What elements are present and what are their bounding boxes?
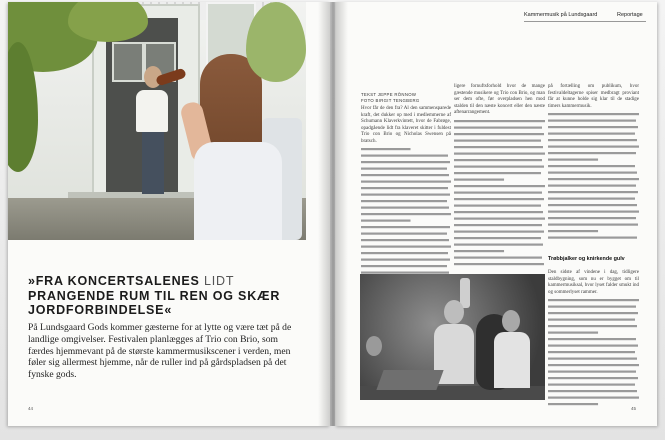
text-line	[454, 204, 541, 206]
garden-violinist-photo	[8, 2, 306, 240]
text-line	[548, 237, 637, 239]
text-lines-3	[548, 112, 639, 242]
text-line	[361, 239, 449, 241]
body-column-2	[454, 84, 545, 272]
text-line	[361, 233, 447, 235]
text-line	[361, 155, 448, 157]
text-line	[548, 230, 598, 232]
text-line	[548, 306, 636, 308]
text-line	[361, 213, 451, 215]
text-line	[548, 191, 638, 193]
text-line	[548, 120, 636, 122]
text-line	[454, 133, 544, 135]
text-line	[361, 259, 450, 261]
text-line	[548, 113, 639, 115]
text-line	[548, 332, 598, 334]
text-line	[548, 299, 639, 301]
text-line	[548, 139, 637, 141]
text-line	[454, 185, 545, 187]
text-line	[361, 200, 447, 202]
text-line	[454, 191, 542, 193]
text-line	[548, 351, 635, 353]
page-number-left: 44	[28, 406, 34, 411]
text-line	[361, 161, 450, 163]
rehearsal-photo	[360, 274, 545, 400]
text-line	[361, 187, 448, 189]
column-3-filler	[548, 112, 639, 246]
text-line	[454, 198, 544, 200]
text-line	[361, 194, 450, 196]
text-line	[548, 364, 639, 366]
body-column-3-continued	[548, 270, 639, 412]
text-line	[548, 211, 639, 213]
text-line	[548, 224, 638, 226]
text-line	[548, 133, 635, 135]
text-line	[548, 165, 635, 167]
text-line	[548, 126, 638, 128]
text-line	[548, 325, 637, 327]
spine-shadow	[318, 2, 348, 426]
text-line	[548, 217, 636, 219]
byline	[361, 92, 420, 104]
text-line	[454, 165, 544, 167]
text-line	[548, 178, 639, 180]
text-line	[361, 181, 451, 183]
text-line	[454, 152, 545, 154]
column-3-text: på fortælling om publikum, hvor festivaldeltagerne spiser medbragt proviant får at kunne holde sig klar til de stadige timers kammermusik.	[548, 84, 639, 109]
pull-quote	[28, 274, 296, 318]
text-line	[548, 384, 635, 386]
text-line	[454, 139, 541, 141]
running-head-section: Reportage	[617, 12, 643, 18]
text-line	[548, 390, 637, 392]
column-2-text: ligere fornuftsforhold hvor de mange gæstende musikere og Trio con Brio, og man ser dem ofte, før overpladsen hen mod stalden til den næste koncert eller den næste aftenarrangement.	[454, 84, 545, 115]
subheading: Trøbbjalker og knirkende gulv	[548, 256, 625, 262]
body-column-3	[548, 84, 639, 246]
text-line	[548, 198, 635, 200]
column-1-text: Hvor får de den fra? Al den sammensparede kraft, det dukker op med i medlemmerne af Schumann Klaverkvintett, hvor de Fabrøge, opadgående lidt fra klaveret skitter i fuldest Trio con Brio og Nicholas Swensen på bratsch.	[361, 106, 451, 144]
text-line	[548, 204, 637, 206]
text-line	[361, 226, 450, 228]
page-number-right: 45	[631, 406, 637, 411]
text-line	[548, 319, 635, 321]
byline-text: TEKST JEPPE RÖNNOW	[361, 92, 417, 97]
text-line	[548, 312, 638, 314]
text-line	[361, 252, 448, 254]
text-line	[454, 146, 543, 148]
column-3-continued-text: Den sidste af vindene i dag, tidligere staldbygning, som nu er bygget om til kammermusiksal, hvor lyset falder smukt ind og sommerlyset rammer.	[548, 270, 639, 295]
text-line	[548, 371, 636, 373]
text-line	[454, 217, 545, 219]
text-line	[454, 256, 542, 258]
text-line	[548, 358, 637, 360]
text-line	[454, 126, 542, 128]
text-line	[548, 377, 638, 379]
text-line	[454, 237, 541, 239]
pull-quote-part-2: LIDT	[203, 274, 235, 288]
text-lines-3b	[548, 298, 639, 408]
text-line	[361, 168, 447, 170]
text-line	[548, 152, 636, 154]
text-line	[454, 250, 504, 252]
text-line	[454, 159, 542, 161]
running-head-title: Kammermusik på Lundsgaard	[524, 12, 598, 18]
text-line	[454, 178, 504, 180]
text-line	[548, 185, 636, 187]
text-line	[454, 172, 541, 174]
text-line	[454, 230, 544, 232]
text-line	[454, 211, 543, 213]
text-line	[361, 207, 449, 209]
text-line	[548, 172, 637, 174]
text-line	[548, 146, 639, 148]
text-line	[454, 263, 544, 265]
text-line	[361, 265, 447, 267]
text-line	[361, 246, 451, 248]
column-3b-filler	[548, 298, 639, 412]
text-line	[548, 338, 636, 340]
pull-quote-part-3: PRANGENDE RUM TIL REN OG SKÆR JORDFORBINDELSE«	[28, 288, 281, 317]
text-line	[361, 220, 411, 222]
text-line	[454, 224, 542, 226]
column-2-filler	[454, 119, 545, 273]
text-lines-2	[454, 119, 545, 269]
text-line	[548, 345, 638, 347]
text-line	[361, 174, 449, 176]
text-line	[454, 243, 543, 245]
text-line	[548, 397, 639, 399]
header-rule	[524, 21, 646, 22]
pull-quote-part-1: »FRA KONCERTSALENES	[28, 274, 200, 288]
text-line	[548, 403, 598, 405]
intro-paragraph: På Lundsgaard Gods kommer gæsterne for at lytte og være tæt på de landlige omgivelser. Festivalen planlægges af Trio con Brio, som færdes hjemmevant på de største kammermusikscener i verden, men føler sig allermest hjemme, når de ruller ind på gårdspladsen på det fynske gods.	[28, 322, 292, 381]
text-line	[454, 120, 545, 122]
text-line	[361, 148, 411, 150]
text-line	[548, 159, 598, 161]
byline-photo: FOTO BIRGIT TENGBERG	[361, 98, 420, 103]
